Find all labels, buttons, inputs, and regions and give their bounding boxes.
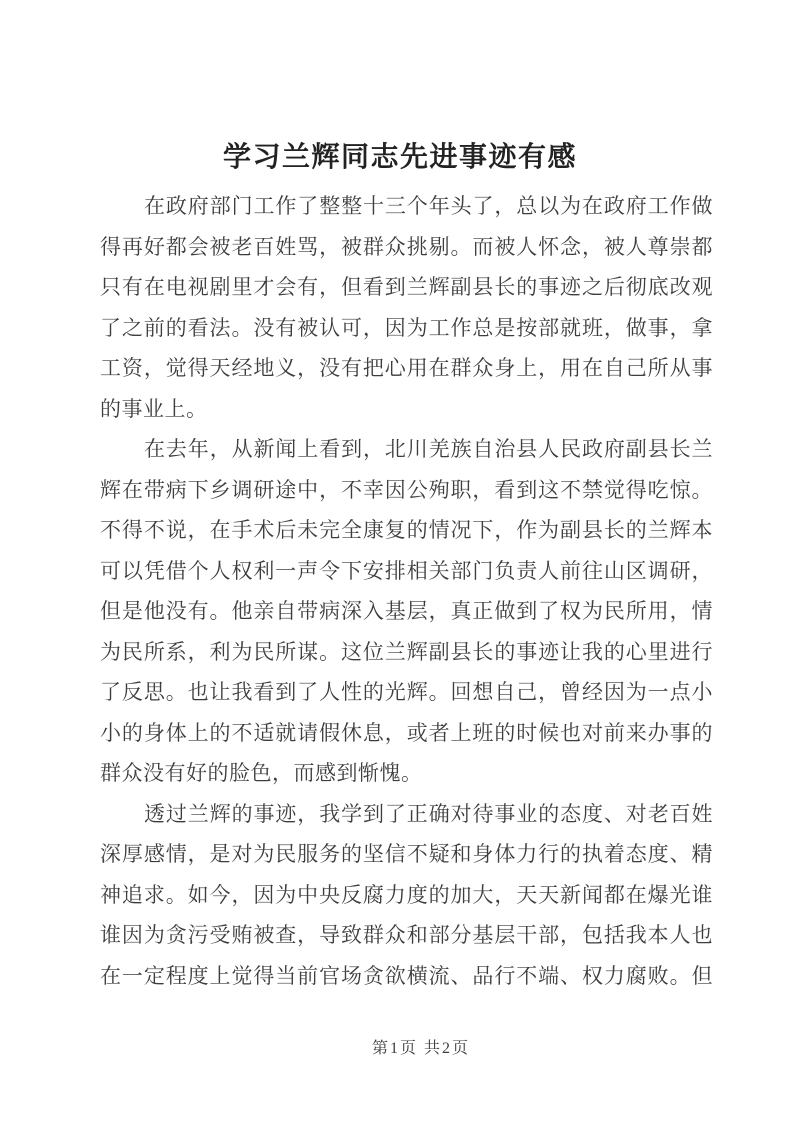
paragraph-line: 辉在带病下乡调研途中，不幸因公殉职，看到这不禁觉得吃惊。	[100, 477, 713, 502]
paragraph-line: 神追求。如今，因为中央反腐力度的加大，天天新闻都在爆光谁	[100, 882, 713, 907]
paragraph-line: 深厚感情，是对为民服务的坚信不疑和身体力行的执着态度、精	[100, 842, 713, 866]
paragraph-line: 在去年，从新闻上看到，北川羌族自治县人民政府副县长兰	[144, 437, 713, 461]
page-number-label: 第1页 共2页	[371, 1040, 471, 1057]
paragraph-line: 透过兰辉的事迹，我学到了正确对待事业的态度、对老百姓	[144, 801, 713, 826]
paragraph-line: 的事业上。	[100, 396, 208, 421]
paragraph-line: 为民所系，利为民所谋。这位兰辉副县长的事迹让我的心里进行	[100, 639, 713, 664]
paragraph-line: 只有在电视剧里才会有，但看到兰辉副县长的事迹之后彻底改观	[100, 275, 713, 299]
paragraph-line: 群众没有好的脸色，而感到惭愧。	[100, 761, 423, 785]
paragraph-line: 工资，觉得天经地义，没有把心用在群众身上，用在自己所从事	[100, 356, 713, 380]
document-body	[100, 186, 713, 996]
document-title: 学习兰辉同志先进事迹有感	[222, 142, 577, 173]
paragraph-line: 在政府部门工作了整整十三个年头了，总以为在政府工作做	[144, 194, 713, 218]
paragraph-line: 小的身体上的不适就请假休息，或者上班的时候也对前来办事的	[100, 720, 713, 745]
paragraph-line: 在一定程度上觉得当前官场贪欲横流、品行不端、权力腐败。但	[100, 963, 713, 988]
paragraph-line: 不得不说，在手术后未完全康复的情况下，作为副县长的兰辉本	[100, 518, 713, 542]
page-footer	[372, 1036, 470, 1062]
paragraph-line: 得再好都会被老百姓骂，被群众挑剔。而被人怀念，被人尊崇都	[100, 234, 713, 259]
paragraph-line: 了之前的看法。没有被认可，因为工作总是按部就班，做事，拿	[100, 315, 713, 340]
paragraph-line: 谁因为贪污受贿被查，导致群众和部分基层干部，包括我本人也	[100, 923, 713, 947]
paragraph-line: 了反思。也让我看到了人性的光辉。回想自己，曾经因为一点小	[100, 680, 713, 704]
paragraph-line: 可以凭借个人权利一声令下安排相关部门负责人前往山区调研，	[100, 558, 713, 583]
paragraph-line: 但是他没有。他亲自带病深入基层，真正做到了权为民所用，情	[100, 599, 713, 623]
